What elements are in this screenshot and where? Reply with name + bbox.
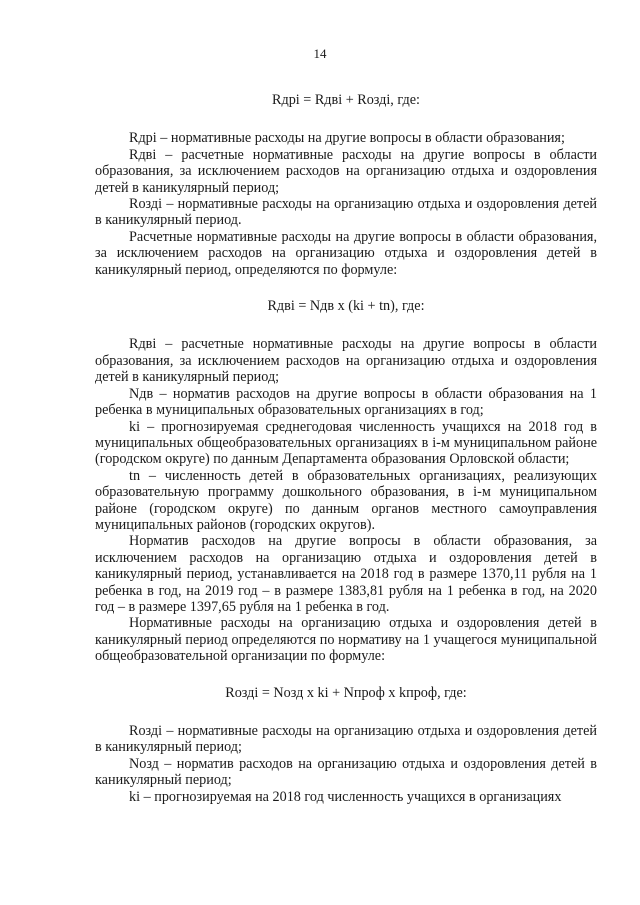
definition-tn: tn – численность детей в образовательных организациях, реализующих образовательную программу дошкольного образования, в i-м муниципальном районе (городском округе) по данным органов местного самоуправления муниципальных районов (городских округов). [95, 467, 597, 533]
paragraph-rozd-intro: Нормативные расходы на организацию отдыха и оздоровления детей в каникулярный период определяются по нормативу на 1 учащегося муниципальной общеобразовательной организации по формуле: [95, 615, 597, 665]
definition-rozdi-2: Rоздi – нормативные расходы на организацию отдыха и оздоровления детей в каникулярный период; [95, 723, 597, 756]
formula-rdvi: Rдвi = Nдв х (ki + tn), где: [267, 298, 425, 315]
definition-ki-2: ki – прогнозируемая на 2018 год численность учащихся в организациях [129, 788, 562, 805]
definition-rdpi: Rдрi – нормативные расходы на другие вопросы в области образования; [129, 130, 565, 147]
page-number: 14 [313, 46, 327, 61]
definition-rozdi: Rоздi – нормативные расходы на организацию отдыха и оздоровления детей в каникулярный период. [95, 196, 597, 229]
document-body [95, 90, 597, 805]
definition-rdvi: Rдвi – расчетные нормативные расходы на другие вопросы в области образования, за исключением расходов на организацию отдыха и оздоровления детей в каникулярный период; [95, 146, 597, 196]
paragraph-formula-intro: Расчетные нормативные расходы на другие вопросы в области образования, за исключением расходов на организацию отдыха и оздоровления детей в каникулярный период, определяются по формуле: [95, 228, 597, 278]
definition-nozd: Nозд – норматив расходов на организацию отдыха и оздоровления детей в каникулярный период; [95, 755, 597, 789]
definition-ki: ki – прогнозируемая среднегодовая численность учащихся на 2018 год в муниципальных общеобразовательных организациях в i-м муниципальном районе (городском округе) по данным Департамента образования Орловской области; [95, 418, 597, 468]
definition-rdvi-2: Rдвi – расчетные нормативные расходы на другие вопросы в области образования, за исключением расходов на организацию отдыха и оздоровления детей в каникулярный период; [95, 336, 597, 386]
formula-rozdi: Rоздi = Nозд х ki + Nпроф х kпроф, где: [225, 684, 467, 701]
paragraph-normativ: Норматив расходов на другие вопросы в области образования, за исключением расходов на организацию отдыха и оздоровления детей в каникулярный период, устанавливается на 2018 год в размере 1370,11 рубля на 1 ребенка в год, на 2019 год – в размере 1383,81 рубля на 1 ребенка в год, на 2020 год – в размере 1397,65 рубля на 1 ребенка в год. [95, 533, 597, 615]
formula-rdpi: Rдрi = Rдвi + Rоздi, где: [272, 92, 420, 108]
definition-ndv: Nдв – норматив расходов на другие вопросы в области образования на 1 ребенка в муниципальных образовательных организациях в год; [95, 385, 597, 419]
